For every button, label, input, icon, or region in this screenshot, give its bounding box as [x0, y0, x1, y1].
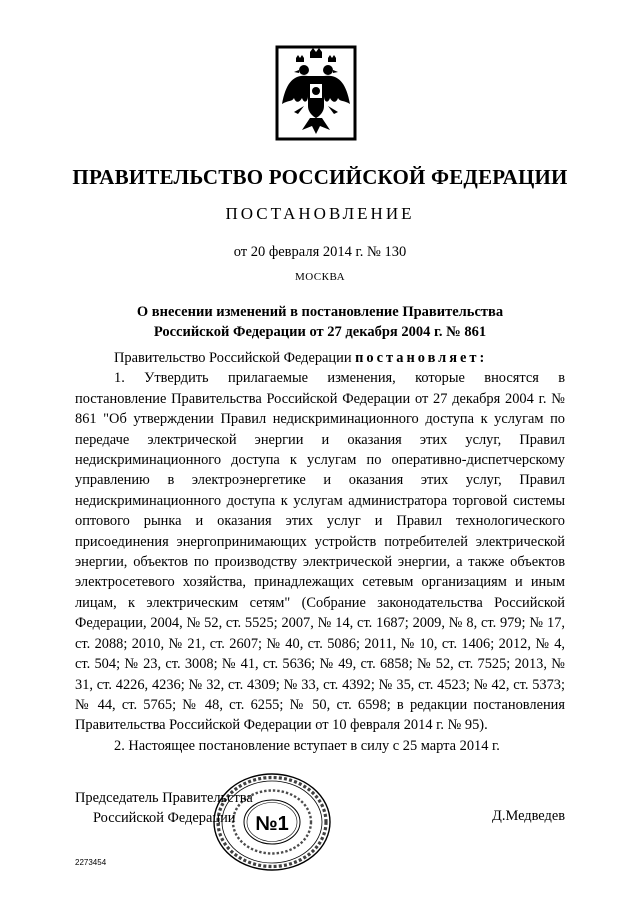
document-subject: [80, 302, 560, 342]
seal-number: №1: [255, 813, 289, 835]
preamble-text: Правительство Российской Федерации: [114, 350, 356, 366]
document-date-number: от 20 февраля 2014 г. № 130: [233, 244, 407, 260]
subject-line-2: Российской Федерации от 27 декабря 2004 г. № 861: [153, 324, 487, 340]
signatory-name: Д.Медведев: [492, 808, 565, 824]
document-body: [75, 348, 565, 756]
russian-coat-of-arms-icon: [274, 44, 358, 142]
subject-line-1: О внесении изменений в постановление Правительства: [136, 304, 504, 320]
official-seal-icon: [206, 770, 338, 874]
signatory-title-line-2: Российской Федерации: [93, 810, 236, 826]
government-title: ПРАВИТЕЛЬСТВО РОССИЙСКОЙ ФЕДЕРАЦИИ: [72, 165, 568, 189]
preamble-resolves: постановляет:: [355, 350, 488, 366]
clause-1: 1. Утвердить прилагаемые изменения, которые вносятся в постановление Правительства Российской Федерации от 27 декабря 2004 г. № 861 "Об утверждении Правил недискриминационного доступа к услугам по передаче электрической энергии и оказания этих услуг, Правил недискриминационного доступа к услугам по оперативно-диспетчерскому управлению в электроэнергетике и оказания этих услуг, Правил недискриминационного доступа к услугам администратора торговой системы оптового рынка и оказания этих услуг и Правил технологического присоединения энергопринимающих устройств потребителей электрической энергии, объектов по производству электрической энергии, а также объектов электросетевого хозяйства, принадлежащих сетевым организациям и иным лицам, к электрическим сетям" (Собрание законодательства Российской Федерации, 2004, № 52, ст. 5525; 2007, № 14, ст. 1687; 2009, № 8, ст. 979; № 17, ст. 2088; 2010, № 21, ст. 2607; № 40, ст. 5086; 2011, № 10, ст. 1406; 2012, № 4, ст. 504; № 23, ст. 3008; № 41, ст. 5636; № 49, ст. 6858; № 52, ст. 7525; 2013, № 31, ст. 4226, 4236; № 32, ст. 4309; № 33, ст. 4392; № 35, ст. 4523; № 42, ст. 5373; № 44, ст. 5765; № 48, ст. 6255; № 50, ст. 6598; в редакции постановления Правительства Российской Федерации от 10 февраля 2014 г. № 95).: [75, 370, 565, 734]
preamble: [75, 348, 565, 368]
document-city: МОСКВА: [294, 271, 346, 283]
document-code: 2273454: [75, 858, 107, 867]
document-type: ПОСТАНОВЛЕНИЕ: [225, 204, 415, 223]
clause-2: 2. Настоящее постановление вступает в силу с 25 марта 2014 г.: [114, 737, 500, 754]
signatory-title-line-1: Председатель Правительства: [75, 790, 253, 806]
